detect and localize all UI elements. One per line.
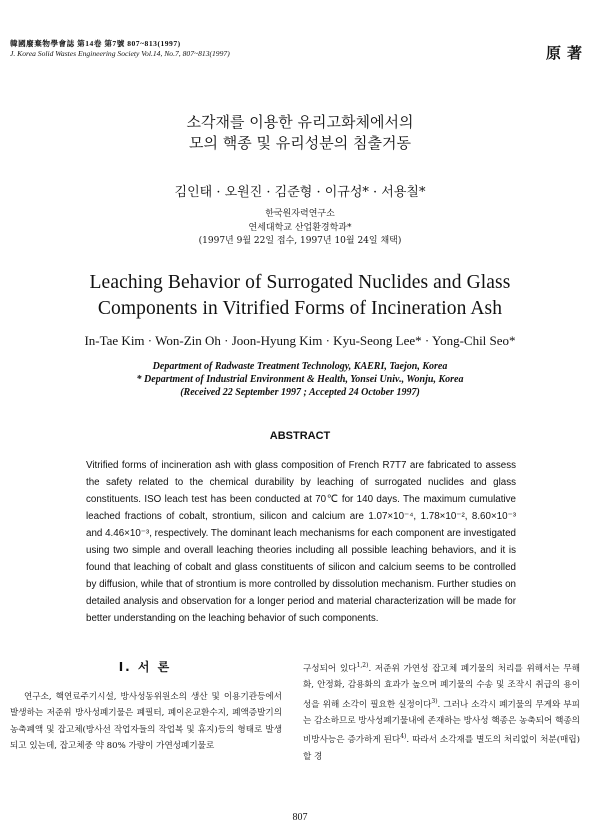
affiliation-korean-line: 한국원자력연구소 [265,209,335,219]
authors-korean: 김인태 · 오원진 · 김준형 · 이규성* · 서용칠* [174,185,426,200]
citation: 4) [400,733,407,741]
intro-left-column: 연구소, 핵연료주기시설, 방사성동위원소의 생산 및 이용기관등에서 발생하는 저준위 방사성폐기물은 폐필터, 폐이온교환수지, 폐액증발기의 농축폐액 및 잡고체(방사선 작업자들의 작업복 및 휴지)등의 형태로 발생되고 있는데, 잡고체중 약 80% 가량이 가연성폐기물로 [10,692,282,752]
journal-line-english: J. Korea Solid Wastes Engineering Society Vol.14, No.7, 807~813(1997) [10,49,230,58]
authors-english: In-Tae Kim · Won-Zin Oh · Joon-Hyung Kim · Kyu-Seong Lee* · Yong-Chil Seo* [84,333,516,348]
title-english-line: Leaching Behavior of Surrogated Nuclides and Glass [89,272,511,293]
affiliation-english [0,360,600,399]
affiliation-korean [0,208,600,249]
title-korean-line: 소각재를 이용한 유리고화체에서의 [186,113,414,131]
section-heading: Ⅰ. 서 론 [118,660,172,674]
affiliation-korean-line: 연세대학교 산업환경학과* [248,222,352,233]
intro-text: . 따라서 소각재를 별도의 처리없이 처분(매립)할 경 [303,735,580,762]
citation: 1,2) [356,662,369,669]
page-number: 807 [292,812,308,823]
abstract-body: Vitrified forms of incineration ash with glass composition of French R7T7 are fabricated to assess the safety related to the chemical durability by leaching of surrogated nuclides and glass constituents. ISO leach test has been conducted at 70℃ for 140 days. The maximum cumulative leached fractions of cobalt, strontium, silicon and calcium are 1.07×10⁻⁴, 1.78×10⁻², 8.60×10⁻³ and 4.46×10⁻³, respectively. The dominant leach mechanisms for each component are investigated using two simple and overall leaching theories including all possible leaching behaviors, and it is found that leaching of cobalt and glass constituents of silicon and calcium seems to be controlled by diffusion, while that of strontium is more controlled by dissolution mechanism. Further studies on detailed analysis and observation for a longer period and material characterization will be made for better understanding on the leaching behavior of such components. [86,460,516,624]
intro-text: . 그러나 소각시 폐기물의 무게와 부피는 감소하므로 방사성폐기물내에 존재하는 방사성 핵종은 농축되어 핵종의 비방사능은 증가하게 된다 [303,699,580,746]
article-type-badge: 原著 [545,44,588,62]
affiliation-korean-line: (1997년 9월 22일 접수, 1997년 10월 24일 채택) [198,236,402,246]
affiliation-english-line: (Received 22 September 1997 ; Accepted 24 October 1997) [180,387,420,398]
affiliation-english-line: Department of Radwaste Treatment Technology, KAERI, Taejon, Korea [152,361,448,372]
affiliation-english-line: * Department of Industrial Environment & Health, Yonsei Univ., Wonju, Korea [136,374,464,385]
journal-header [10,39,230,59]
intro-text: 구성되어 있다 [303,663,357,674]
citation: 3) [431,697,438,705]
title-english [0,270,600,322]
title-korean [0,112,600,154]
journal-line-korean: 韓國廢棄物學會誌 第14卷 第7號 807~813(1997) [10,39,181,48]
abstract-heading: ABSTRACT [269,430,331,442]
title-korean-line: 모의 핵종 및 유리성분의 침출거동 [189,134,411,152]
intro-text: . 저준위 가연성 잡고체 폐기물의 처리를 위해서는 무해화, 안정화, 감용화의 효과가 높으며 폐기물의 수송 및 조작시 취급의 용이성을 위해 소각이 필요한 실정이다 [303,663,580,710]
intro-right-column [303,658,580,765]
title-english-line: Components in Vitrified Forms of Incineration Ash [97,298,503,319]
